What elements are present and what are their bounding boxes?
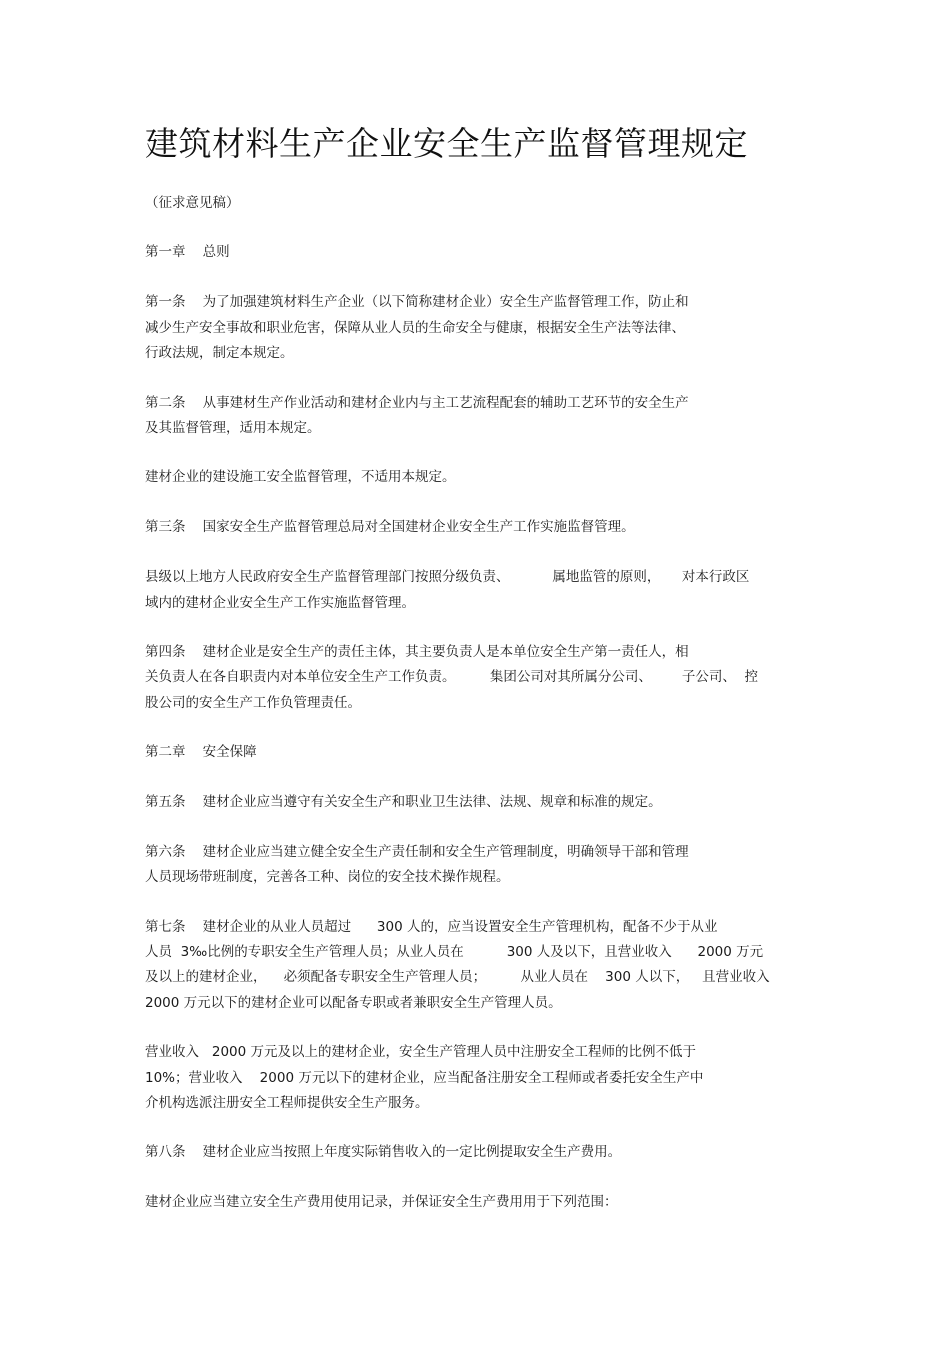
article-3-p2-line-1: 县级以上地方人民政府安全生产监督管理部门按照分级负责、 属地监管的原则， 对本行政区 — [145, 569, 750, 585]
article-6-line-1: 第六条 建材企业应当建立健全安全生产责任制和安全生产管理制度，明确领导干部和管理 — [145, 844, 689, 860]
article-7-p2-line-3: 介机构选派注册安全工程师提供安全生产服务。 — [145, 1095, 429, 1111]
chapter-heading-2: 第二章 安全保障 — [145, 744, 257, 760]
article-1-line-3: 行政法规，制定本规定。 — [145, 345, 294, 361]
article-8-paragraph-2: 建材企业应当建立安全生产费用使用记录，并保证安全生产费用用于下列范围： — [145, 1194, 618, 1210]
article-7-line-2: 人员 3‰比例的专职安全生产管理人员；从业人员在 300 人及以下，且营业收入 2000 万元 — [145, 944, 764, 960]
article-7-p2-line-2: 10%；营业收入 2000 万元以下的建材企业，应当配备注册安全工程师或者委托安全生产中 — [145, 1070, 704, 1086]
article-2-line-1: 第二条 从事建材生产作业活动和建材企业内与主工艺流程配套的辅助工艺环节的安全生产 — [145, 395, 689, 411]
article-8: 第八条 建材企业应当按照上年度实际销售收入的一定比例提取安全生产费用。 — [145, 1144, 622, 1160]
chapter-heading-1: 第一章 总则 — [145, 244, 230, 260]
article-1-line-1: 第一条 为了加强建筑材料生产企业（以下简称建材企业）安全生产监督管理工作，防止和 — [145, 294, 689, 310]
article-3-p2-line-2: 域内的建材企业安全生产工作实施监督管理。 — [145, 595, 415, 611]
article-5: 第五条 建材企业应当遵守有关安全生产和职业卫生法律、法规、规章和标准的规定。 — [145, 794, 662, 810]
article-7-p2-line-1: 营业收入 2000 万元及以上的建材企业，安全生产管理人员中注册安全工程师的比例不低于 — [145, 1044, 697, 1060]
article-1-line-2: 减少生产安全事故和职业危害，保障从业人员的生命安全与健康，根据安全生产法等法律、 — [145, 320, 685, 336]
article-4-line-1: 第四条 建材企业是安全生产的责任主体，其主要负责人是本单位安全生产第一责任人，相 — [145, 644, 689, 660]
article-7-line-1: 第七条 建材企业的从业人员超过 300 人的，应当设置安全生产管理机构，配备不少于从业 — [145, 919, 718, 935]
document-subtitle: （征求意见稿） — [145, 195, 240, 211]
article-7-line-4: 2000 万元以下的建材企业可以配备专职或者兼职安全生产管理人员。 — [145, 995, 562, 1011]
article-2-paragraph-2: 建材企业的建设施工安全监督管理，不适用本规定。 — [145, 469, 456, 485]
article-3: 第三条 国家安全生产监督管理总局对全国建材企业安全生产工作实施监督管理。 — [145, 519, 635, 535]
article-7-line-3: 及以上的建材企业， 必须配备专职安全生产管理人员； 从业人员在 300 人以下， 且营业收入 — [145, 969, 770, 985]
article-6-line-2: 人员现场带班制度，完善各工种、岗位的安全技术操作规程。 — [145, 869, 510, 885]
article-2-line-2: 及其监督管理，适用本规定。 — [145, 420, 321, 436]
document-title: 建筑材料生产企业安全生产监督管理规定 — [145, 124, 748, 163]
article-4-line-3: 股公司的安全生产工作负管理责任。 — [145, 695, 361, 711]
article-4-line-2: 关负责人在各自职责内对本单位安全生产工作负责。 集团公司对其所属分公司、 子公司、 控 — [145, 669, 758, 685]
